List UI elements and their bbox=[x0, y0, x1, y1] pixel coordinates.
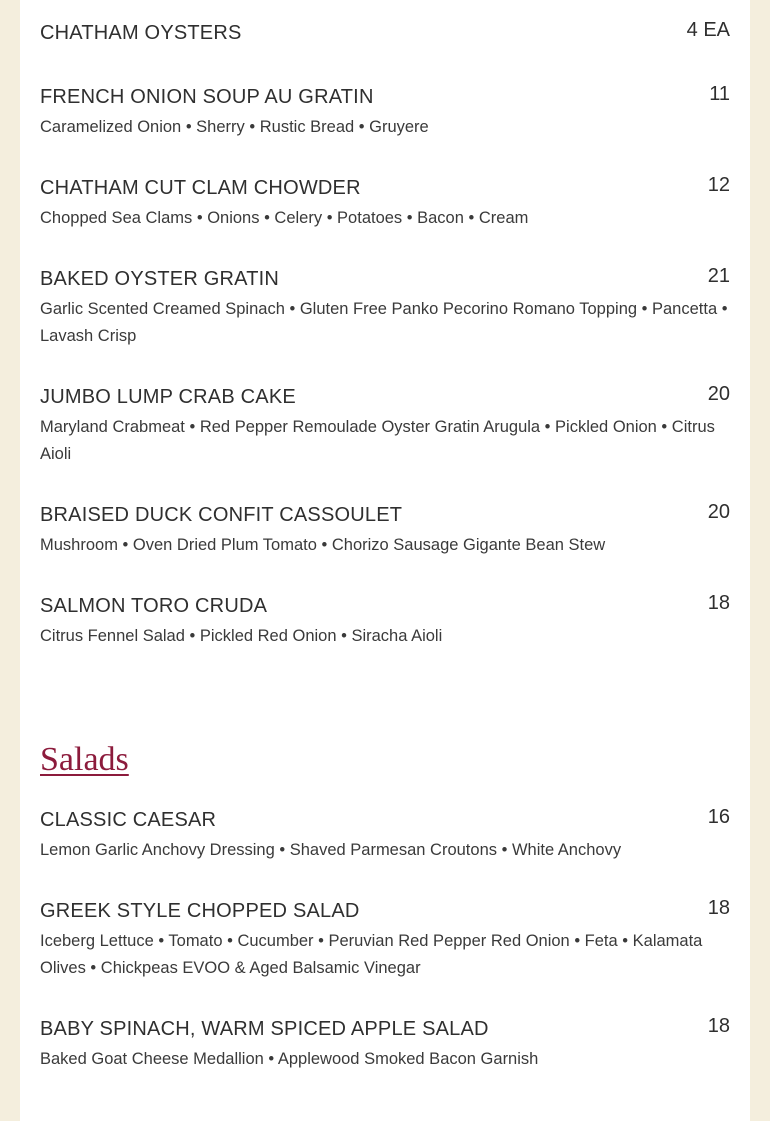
item-price: 12 bbox=[707, 174, 730, 196]
item-description: Garlic Scented Creamed Spinach • Gluten Free Panko Pecorino Romano Topping • Pancetta • Lavash Crisp bbox=[40, 300, 728, 345]
item-description: Iceberg Lettuce • Tomato • Cucumber • Peruvian Red Pepper Red Onion • Feta • Kalamata Olives • Chickpeas EVOO & Aged Balsamic Vinegar bbox=[40, 932, 703, 977]
item-name: BAKED OYSTER GRATIN bbox=[40, 268, 280, 290]
item-description: Baked Goat Cheese Medallion • Applewood Smoked Bacon Garnish bbox=[40, 1050, 539, 1068]
item-price: 20 bbox=[707, 501, 730, 523]
menu-item-clam-chowder bbox=[40, 176, 730, 232]
menu-item-classic-caesar bbox=[40, 808, 730, 864]
menu-item-duck-confit bbox=[40, 503, 730, 559]
item-name: JUMBO LUMP CRAB CAKE bbox=[40, 386, 296, 408]
item-description: Citrus Fennel Salad • Pickled Red Onion • Siracha Aioli bbox=[40, 627, 443, 645]
item-description: Mushroom • Oven Dried Plum Tomato • Chorizo Sausage Gigante Bean Stew bbox=[40, 536, 606, 554]
menu-item-greek-salad bbox=[40, 899, 730, 982]
item-name: FRENCH ONION SOUP AU GRATIN bbox=[40, 86, 374, 108]
menu-item-chatham-oysters bbox=[40, 21, 730, 45]
item-name: BABY SPINACH, WARM SPICED APPLE SALAD bbox=[40, 1018, 489, 1040]
menu-page bbox=[20, 0, 750, 1121]
item-price: 18 bbox=[707, 897, 730, 919]
item-description: Chopped Sea Clams • Onions • Celery • Potatoes • Bacon • Cream bbox=[40, 209, 529, 227]
menu-item-crab-cake bbox=[40, 385, 730, 468]
menu-item-baked-oyster-gratin bbox=[40, 267, 730, 350]
section-title-salads: Salads bbox=[40, 741, 129, 778]
item-price: 16 bbox=[707, 806, 730, 828]
item-description: Maryland Crabmeat • Red Pepper Remoulade Oyster Gratin Arugula • Pickled Onion • Citrus Aioli bbox=[40, 418, 715, 463]
item-name: CHATHAM OYSTERS bbox=[40, 22, 242, 44]
item-price: 4 EA bbox=[686, 19, 730, 41]
item-price: 11 bbox=[709, 83, 730, 105]
menu-item-baby-spinach-salad bbox=[40, 1017, 730, 1073]
item-price: 18 bbox=[707, 1015, 730, 1037]
item-name: CHATHAM CUT CLAM CHOWDER bbox=[40, 177, 361, 199]
item-name: CLASSIC CAESAR bbox=[40, 809, 217, 831]
menu-item-french-onion-soup bbox=[40, 85, 730, 141]
item-name: BRAISED DUCK CONFIT CASSOULET bbox=[40, 504, 403, 526]
item-name: GREEK STYLE CHOPPED SALAD bbox=[40, 900, 360, 922]
item-name: SALMON TORO CRUDA bbox=[40, 595, 268, 617]
item-description: Lemon Garlic Anchovy Dressing • Shaved Parmesan Croutons • White Anchovy bbox=[40, 841, 622, 859]
menu-item-salmon-toro bbox=[40, 594, 730, 650]
item-price: 21 bbox=[707, 265, 730, 287]
item-price: 18 bbox=[707, 592, 730, 614]
item-price: 20 bbox=[707, 383, 730, 405]
item-description: Caramelized Onion • Sherry • Rustic Bread • Gruyere bbox=[40, 118, 429, 136]
